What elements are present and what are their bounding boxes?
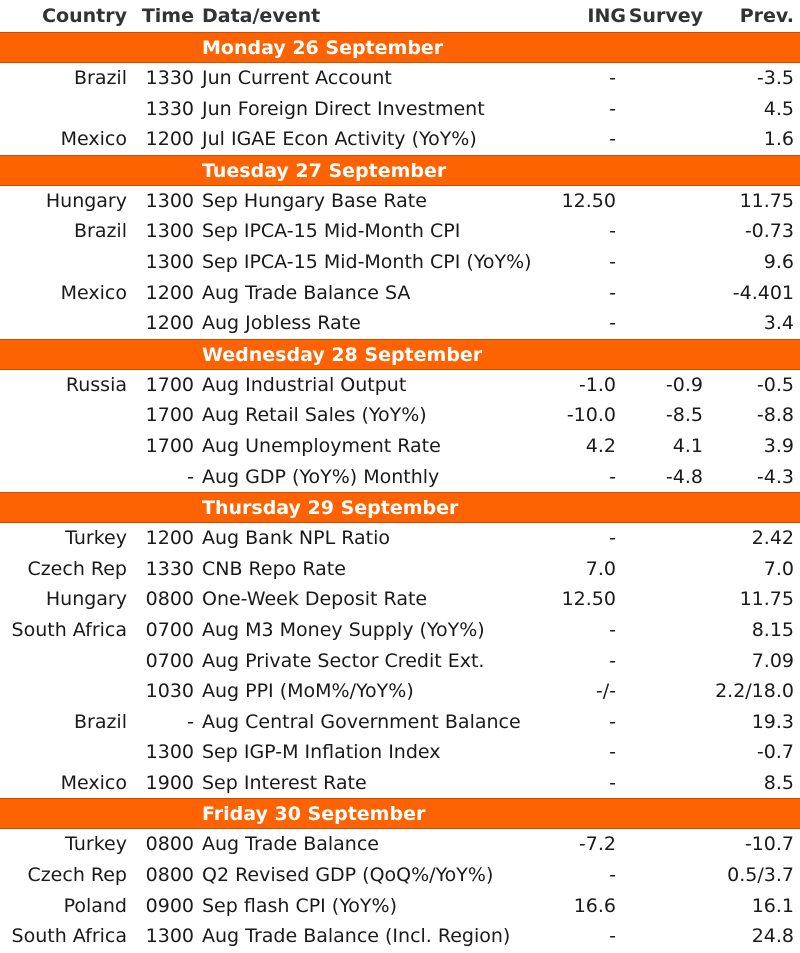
cell-time: 1200 — [145, 527, 194, 550]
cell-time: 1030 — [145, 680, 194, 703]
cell-time: 0800 — [145, 588, 194, 611]
table-row — [0, 615, 800, 646]
cell-country: Poland — [63, 894, 127, 917]
cell-event: Aug Central Government Balance — [202, 710, 521, 733]
cell-ing: -/- — [595, 680, 616, 703]
table-row — [0, 646, 800, 677]
cell-country: Brazil — [73, 67, 127, 89]
cell-ing: 12.50 — [561, 189, 616, 212]
cell-time: 1330 — [145, 97, 194, 120]
cell-event: Sep Hungary Base Rate — [202, 189, 427, 212]
cell-time: 1300 — [145, 925, 194, 948]
cell-prev: 8.5 — [763, 771, 794, 794]
cell-event: Aug Jobless Rate — [202, 312, 361, 335]
cell-country: Russia — [65, 373, 127, 396]
table-row — [0, 921, 800, 952]
cell-time: - — [187, 710, 194, 733]
table-row — [0, 768, 800, 799]
table-row — [0, 278, 800, 309]
cell-ing: 12.50 — [561, 588, 616, 611]
cell-prev: 2.42 — [751, 527, 794, 550]
cell-event: Aug GDP (YoY%) Monthly — [202, 465, 440, 488]
table-row — [0, 891, 800, 922]
header-time: Time — [141, 5, 194, 27]
cell-event: One-Week Deposit Rate — [202, 588, 428, 611]
cell-country: Mexico — [60, 771, 127, 794]
cell-prev: 1.6 — [763, 128, 794, 151]
cell-survey: -8.5 — [665, 404, 703, 427]
day-header — [0, 492, 800, 523]
table-row — [0, 523, 800, 554]
cell-ing: - — [609, 281, 616, 304]
table-header — [0, 0, 800, 32]
cell-ing: 7.0 — [585, 557, 616, 580]
cell-prev: 0.5/3.7 — [727, 864, 794, 887]
table-row — [0, 707, 800, 738]
cell-event: Sep IPCA-15 Mid-Month CPI (YoY%) — [202, 250, 532, 273]
cell-event: Aug Private Sector Credit Ext. — [202, 649, 485, 672]
cell-time: 1700 — [145, 373, 194, 396]
cell-ing: - — [609, 97, 616, 120]
cell-event: Aug Trade Balance — [202, 833, 379, 856]
cell-prev: -10.7 — [744, 833, 794, 856]
table-row — [0, 216, 800, 247]
header-survey: Survey — [628, 5, 703, 27]
cell-prev: 2.2/18.0 — [715, 680, 794, 703]
cell-country: Mexico — [60, 281, 127, 304]
table-row — [0, 431, 800, 462]
cell-ing: - — [609, 710, 616, 733]
cell-event: Sep IPCA-15 Mid-Month CPI — [202, 220, 461, 243]
cell-prev: -4.3 — [756, 465, 794, 488]
cell-event: Aug Unemployment Rate — [202, 434, 441, 457]
table-row — [0, 400, 800, 431]
cell-prev: 3.9 — [763, 434, 794, 457]
cell-time: 1900 — [145, 771, 194, 794]
table-row — [0, 676, 800, 707]
cell-prev: 24.8 — [751, 925, 794, 948]
cell-event: Sep Interest Rate — [202, 771, 367, 794]
cell-time: 1300 — [145, 220, 194, 243]
header-event: Data/event — [202, 5, 321, 27]
cell-ing: -7.2 — [578, 833, 616, 856]
cell-event: Aug Trade Balance SA — [202, 281, 411, 304]
table-row — [0, 462, 800, 493]
cell-prev: 4.5 — [763, 97, 794, 120]
day-header — [0, 32, 800, 63]
table-row — [0, 370, 800, 401]
cell-ing: - — [609, 527, 616, 550]
cell-event: Aug Industrial Output — [202, 373, 407, 396]
cell-ing: - — [609, 771, 616, 794]
cell-event: Sep flash CPI (YoY%) — [202, 894, 398, 917]
cell-country: Mexico — [60, 128, 127, 151]
table-row — [0, 860, 800, 891]
day-header — [0, 339, 800, 370]
table-row — [0, 308, 800, 339]
cell-prev: -0.5 — [756, 373, 794, 396]
cell-ing: - — [609, 925, 616, 948]
cell-event: Aug M3 Money Supply (YoY%) — [202, 618, 485, 641]
cell-ing: -10.0 — [566, 404, 616, 427]
cell-ing: - — [609, 250, 616, 273]
cell-country: Hungary — [45, 189, 127, 212]
table-row — [0, 124, 800, 155]
cell-event: Aug Trade Balance (Incl. Region) — [202, 925, 511, 948]
table-body — [0, 32, 800, 952]
day-header — [0, 155, 800, 186]
cell-country: Hungary — [45, 588, 127, 611]
cell-time: 0800 — [145, 833, 194, 856]
cell-ing: - — [609, 312, 616, 335]
cell-time: 1200 — [145, 312, 194, 335]
cell-prev: 7.09 — [751, 649, 794, 672]
cell-event: Jun Current Account — [202, 67, 392, 89]
cell-event: CNB Repo Rate — [202, 557, 346, 580]
cell-ing: 4.2 — [585, 434, 616, 457]
table-row — [0, 829, 800, 860]
cell-prev: -8.8 — [756, 404, 794, 427]
cell-prev: 3.4 — [763, 312, 794, 335]
cell-prev: 9.6 — [763, 250, 794, 273]
cell-prev: 8.15 — [751, 618, 794, 641]
cell-country: South Africa — [11, 925, 127, 948]
header-ing: ING — [587, 5, 626, 27]
header-prev: Prev. — [739, 5, 794, 27]
cell-prev: 19.3 — [751, 710, 794, 733]
cell-ing: - — [609, 618, 616, 641]
cell-prev: 11.75 — [739, 189, 794, 212]
cell-event: Aug PPI (MoM%/YoY%) — [202, 680, 414, 703]
cell-time: 1300 — [145, 189, 194, 212]
day-label: Wednesday 28 September — [202, 343, 483, 366]
cell-country: Czech Rep — [27, 864, 127, 887]
cell-prev: -0.73 — [744, 220, 794, 243]
cell-time: 0800 — [145, 864, 194, 887]
table-row — [0, 584, 800, 615]
day-label: Friday 30 September — [202, 803, 426, 826]
cell-time: 1700 — [145, 434, 194, 457]
table-row — [0, 737, 800, 768]
table-row — [0, 186, 800, 217]
cell-time: 0700 — [145, 649, 194, 672]
cell-ing: - — [609, 864, 616, 887]
cell-time: - — [187, 465, 194, 488]
cell-prev: -3.5 — [756, 67, 794, 89]
cell-country: Czech Rep — [27, 557, 127, 580]
cell-time: 1200 — [145, 281, 194, 304]
cell-event: Jun Foreign Direct Investment — [202, 97, 485, 120]
cell-prev: 7.0 — [763, 557, 794, 580]
cell-time: 1330 — [145, 557, 194, 580]
cell-event: Aug Bank NPL Ratio — [202, 527, 390, 550]
cell-prev: 11.75 — [739, 588, 794, 611]
cell-time: 0900 — [145, 894, 194, 917]
cell-event: Sep IGP-M Inflation Index — [202, 741, 441, 764]
cell-time: 1200 — [145, 128, 194, 151]
cell-prev: 16.1 — [751, 894, 794, 917]
cell-survey: -0.9 — [665, 373, 703, 396]
cell-country: Turkey — [65, 527, 127, 550]
day-label: Tuesday 27 September — [202, 159, 447, 182]
table-row — [0, 63, 800, 94]
header-country: Country — [42, 5, 127, 27]
cell-event: Aug Retail Sales (YoY%) — [202, 404, 427, 427]
cell-time: 1700 — [145, 404, 194, 427]
cell-ing: - — [609, 741, 616, 764]
cell-ing: - — [609, 128, 616, 151]
cell-prev: -0.7 — [756, 741, 794, 764]
cell-ing: -1.0 — [578, 373, 616, 396]
day-label: Thursday 29 September — [202, 497, 459, 520]
cell-ing: - — [609, 67, 616, 89]
cell-country: Turkey — [65, 833, 127, 856]
cell-event: Jul IGAE Econ Activity (YoY%) — [202, 128, 477, 151]
cell-prev: -4.401 — [732, 281, 794, 304]
table-row — [0, 554, 800, 585]
day-label: Monday 26 September — [202, 37, 444, 59]
cell-time: 1300 — [145, 250, 194, 273]
cell-time: 1330 — [145, 67, 194, 89]
cell-ing: 16.6 — [573, 894, 616, 917]
cell-country: Brazil — [73, 710, 127, 733]
table-row — [0, 94, 800, 125]
day-header — [0, 798, 800, 829]
cell-ing: - — [609, 649, 616, 672]
cell-country: South Africa — [11, 618, 127, 641]
cell-time: 0700 — [145, 618, 194, 641]
cell-survey: 4.1 — [672, 434, 703, 457]
cell-country: Brazil — [73, 220, 127, 243]
cell-ing: - — [609, 465, 616, 488]
cell-ing: - — [609, 220, 616, 243]
cell-event: Q2 Revised GDP (QoQ%/YoY%) — [202, 864, 494, 887]
cell-time: 1300 — [145, 741, 194, 764]
cell-survey: -4.8 — [665, 465, 703, 488]
table-row — [0, 247, 800, 278]
